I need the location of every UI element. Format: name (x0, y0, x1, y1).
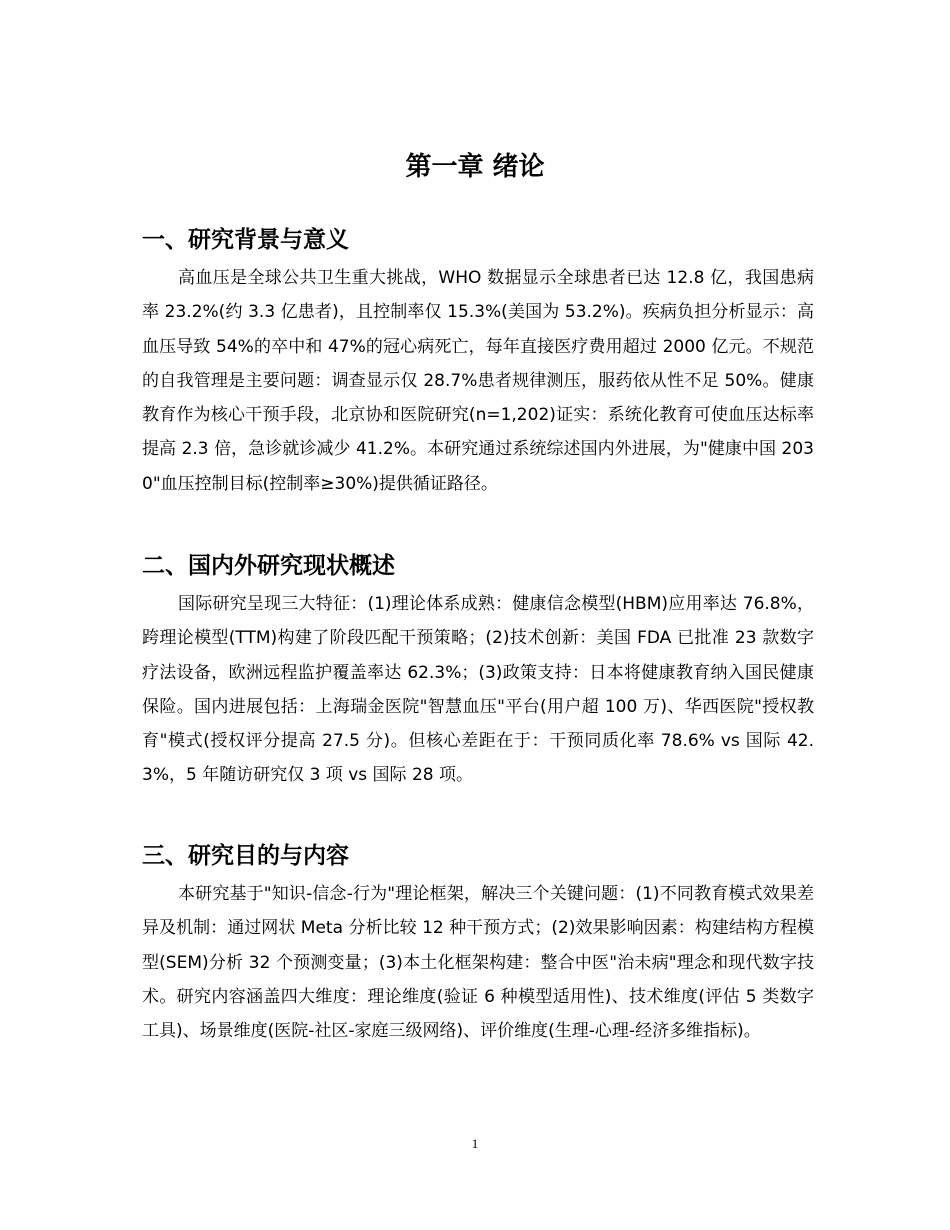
page-number: 1 (471, 1136, 479, 1151)
section-paragraph: 高血压是全球公共卫生重大挑战，WHO 数据显示全球患者已达 12.8 亿，我国患病率 23.2%(约 3.3 亿患者)，且控制率仅 15.3%(美国为 53.2%)。疾病负担分析显示：高血压导致 54%的卒中和 47%的冠心病死亡，每年直接医疗费用超过 2000 亿元。不规范的自我管理是主要问题：调查显示仅 28.7%患者规律测压，服药依从性不足 50%。健康教育作为核心干预手段，北京协和医院研究(n=1,202)证实：系统化教育可使血压达标率提高 2.3 倍，急诊就诊减少 41.2%。本研究通过系统综述国内外进展，为"健康中国 2030"血压控制目标(控制率≥30%)提供循证路径。 (142, 268, 814, 494)
section-research-background (142, 224, 814, 501)
chapter-title: 第一章 绪论 (405, 152, 545, 182)
section-research-purpose (142, 840, 814, 1048)
section-research-status (142, 550, 814, 793)
section-heading: 三、研究目的与内容 (142, 843, 349, 869)
section-paragraph: 本研究基于"知识-信念-行为"理论框架，解决三个关键问题：(1)不同教育模式效果差异及机制：通过网状 Meta 分析比较 12 种干预方式；(2)效果影响因素：构建结构方程模型(SEM)分析 32 个预测变量；(3)本土化框架构建：整合中医"治未病"理念和现代数字技术。研究内容涵盖四大维度：理论维度(验证 6 种模型适用性)、技术维度(评估 5 类数字工具)、场景维度(医院-社区-家庭三级网络)、评价维度(生理-心理-经济多维指标)。 (142, 884, 814, 1042)
section-paragraph: 国际研究呈现三大特征：(1)理论体系成熟：健康信念模型(HBM)应用率达 76.8%，跨理论模型(TTM)构建了阶段匹配干预策略；(2)技术创新：美国 FDA 已批准 23 款数字疗法设备，欧洲远程监护覆盖率达 62.3%；(3)政策支持：日本将健康教育纳入国民健康保险。国内进展包括：上海瑞金医院"智慧血压"平台(用户超 100 万)、华西医院"授权教育"模式(授权评分提高 27.5 分)。但核心差距在于：干预同质化率 78.6% vs 国际 42.3%，5 年随访研究仅 3 项 vs 国际 28 项。 (142, 594, 814, 786)
section-heading: 一、研究背景与意义 (142, 227, 349, 253)
section-heading: 二、国内外研究现状概述 (142, 553, 395, 579)
